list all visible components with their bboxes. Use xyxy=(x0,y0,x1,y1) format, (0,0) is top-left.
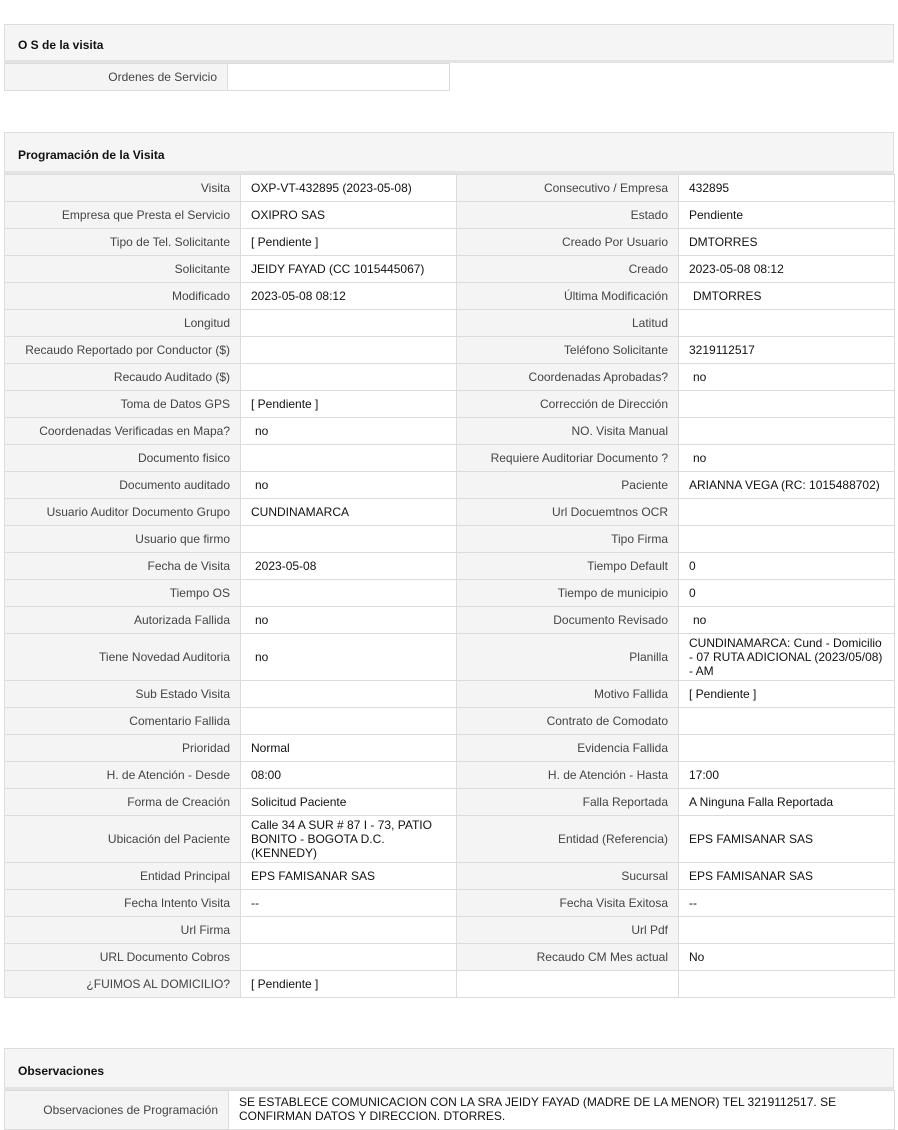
table-row xyxy=(5,499,895,526)
field-value xyxy=(241,708,457,735)
empty-cell xyxy=(457,971,679,998)
field-label: Planilla xyxy=(457,634,679,681)
field-label: ¿FUIMOS AL DOMICILIO? xyxy=(5,971,241,998)
field-value: no xyxy=(241,418,457,445)
field-label: Documento Revisado xyxy=(457,607,679,634)
field-label: Comentario Fallida xyxy=(5,708,241,735)
field-label: Toma de Datos GPS xyxy=(5,391,241,418)
observaciones-section-title: Observaciones xyxy=(4,1048,894,1090)
field-value: 2023-05-08 xyxy=(241,553,457,580)
field-value xyxy=(241,681,457,708)
field-value: A Ninguna Falla Reportada xyxy=(679,789,895,816)
programacion-table xyxy=(4,174,895,998)
field-value: 2023-05-08 08:12 xyxy=(679,256,895,283)
field-label: Sucursal xyxy=(457,863,679,890)
field-value: EPS FAMISANAR SAS xyxy=(241,863,457,890)
field-label: Creado Por Usuario xyxy=(457,229,679,256)
field-label: Falla Reportada xyxy=(457,789,679,816)
field-value: Normal xyxy=(241,735,457,762)
field-value: no xyxy=(241,634,457,681)
table-row xyxy=(5,735,895,762)
field-label: Paciente xyxy=(457,472,679,499)
field-value: ARIANNA VEGA (RC: 1015488702) xyxy=(679,472,895,499)
field-label: Tiene Novedad Auditoria xyxy=(5,634,241,681)
field-label: Entidad (Referencia) xyxy=(457,816,679,863)
table-row xyxy=(5,1091,895,1130)
field-value: [ Pendiente ] xyxy=(241,971,457,998)
field-value: 3219112517 xyxy=(679,337,895,364)
table-row xyxy=(5,229,895,256)
field-label: Solicitante xyxy=(5,256,241,283)
observaciones-table xyxy=(4,1090,895,1130)
os-table xyxy=(4,63,450,91)
field-value xyxy=(241,917,457,944)
field-label: Entidad Principal xyxy=(5,863,241,890)
field-value xyxy=(241,580,457,607)
field-value xyxy=(679,917,895,944)
empty-cell xyxy=(679,971,895,998)
field-value xyxy=(679,391,895,418)
table-row xyxy=(5,762,895,789)
field-value: no xyxy=(241,472,457,499)
field-value: -- xyxy=(241,890,457,917)
field-label: Ordenes de Servicio xyxy=(5,64,228,91)
table-row xyxy=(5,337,895,364)
field-label: Consecutivo / Empresa xyxy=(457,175,679,202)
field-value: Calle 34 A SUR # 87 I - 73, PATIO BONITO - BOGOTA D.C. (KENNEDY) xyxy=(241,816,457,863)
field-value: EPS FAMISANAR SAS xyxy=(679,863,895,890)
table-row xyxy=(5,175,895,202)
field-label: Url Docuemtnos OCR xyxy=(457,499,679,526)
field-value: DMTORRES xyxy=(679,283,895,310)
table-row xyxy=(5,580,895,607)
field-value: DMTORRES xyxy=(679,229,895,256)
field-value: 08:00 xyxy=(241,762,457,789)
table-row xyxy=(5,971,895,998)
field-value: Solicitud Paciente xyxy=(241,789,457,816)
table-row xyxy=(5,917,895,944)
field-value xyxy=(241,944,457,971)
field-label: Observaciones de Programación xyxy=(5,1091,229,1130)
field-label: Documento fisico xyxy=(5,445,241,472)
table-row xyxy=(5,256,895,283)
field-label: Tipo Firma xyxy=(457,526,679,553)
table-row xyxy=(5,202,895,229)
field-value: 0 xyxy=(679,580,895,607)
field-label: Ubicación del Paciente xyxy=(5,816,241,863)
field-value xyxy=(679,735,895,762)
field-value: -- xyxy=(679,890,895,917)
field-label: NO. Visita Manual xyxy=(457,418,679,445)
field-value: Pendiente xyxy=(679,202,895,229)
table-row xyxy=(5,364,895,391)
field-value xyxy=(241,445,457,472)
field-label: Usuario que firmo xyxy=(5,526,241,553)
field-label: Fecha Intento Visita xyxy=(5,890,241,917)
field-value: No xyxy=(679,944,895,971)
field-label: Prioridad xyxy=(5,735,241,762)
field-value: [ Pendiente ] xyxy=(241,229,457,256)
field-label: Longitud xyxy=(5,310,241,337)
field-value: 2023-05-08 08:12 xyxy=(241,283,457,310)
table-row xyxy=(5,789,895,816)
field-value: no xyxy=(679,445,895,472)
field-label: Tiempo OS xyxy=(5,580,241,607)
os-section-title: O S de la visita xyxy=(4,24,894,63)
field-label: Coordenadas Aprobadas? xyxy=(457,364,679,391)
field-value: EPS FAMISANAR SAS xyxy=(679,816,895,863)
field-value: no xyxy=(679,364,895,391)
field-label: Tipo de Tel. Solicitante xyxy=(5,229,241,256)
table-row xyxy=(5,64,450,91)
field-value: 17:00 xyxy=(679,762,895,789)
field-value: CUNDINAMARCA: Cund - Domicilio - 07 RUTA ADICIONAL (2023/05/08) - AM xyxy=(679,634,895,681)
field-value xyxy=(241,364,457,391)
table-row xyxy=(5,445,895,472)
field-label: H. de Atención - Desde xyxy=(5,762,241,789)
field-label: Corrección de Dirección xyxy=(457,391,679,418)
os-section xyxy=(4,24,894,91)
field-label: Teléfono Solicitante xyxy=(457,337,679,364)
field-label: Última Modificación xyxy=(457,283,679,310)
field-label: URL Documento Cobros xyxy=(5,944,241,971)
table-row xyxy=(5,634,895,681)
field-value xyxy=(679,310,895,337)
field-label: Url Pdf xyxy=(457,917,679,944)
field-label: Fecha Visita Exitosa xyxy=(457,890,679,917)
field-value: no xyxy=(679,607,895,634)
observaciones-value: SE ESTABLECE COMUNICACION CON LA SRA JEIDY FAYAD (MADRE DE LA MENOR) TEL 3219112517. SE CONFIRMAN DATOS Y DIRECCION. DTORRES. xyxy=(229,1091,895,1130)
table-row xyxy=(5,391,895,418)
table-row xyxy=(5,526,895,553)
field-label: Documento auditado xyxy=(5,472,241,499)
field-value xyxy=(241,310,457,337)
table-row xyxy=(5,310,895,337)
field-value: [ Pendiente ] xyxy=(241,391,457,418)
field-label: Creado xyxy=(457,256,679,283)
field-label: Evidencia Fallida xyxy=(457,735,679,762)
field-label: Tiempo Default xyxy=(457,553,679,580)
field-label: Recaudo Reportado por Conductor ($) xyxy=(5,337,241,364)
table-row xyxy=(5,607,895,634)
table-row xyxy=(5,472,895,499)
field-value: JEIDY FAYAD (CC 1015445067) xyxy=(241,256,457,283)
field-label: Contrato de Comodato xyxy=(457,708,679,735)
table-row xyxy=(5,944,895,971)
table-row xyxy=(5,863,895,890)
field-label: Motivo Fallida xyxy=(457,681,679,708)
field-label: Empresa que Presta el Servicio xyxy=(5,202,241,229)
field-value xyxy=(679,526,895,553)
field-label: Forma de Creación xyxy=(5,789,241,816)
field-label: Coordenadas Verificadas en Mapa? xyxy=(5,418,241,445)
programacion-section-title: Programación de la Visita xyxy=(4,132,894,174)
field-value: OXP-VT-432895 (2023-05-08) xyxy=(241,175,457,202)
field-label: Sub Estado Visita xyxy=(5,681,241,708)
field-label: Tiempo de municipio xyxy=(457,580,679,607)
table-row xyxy=(5,418,895,445)
field-value: 0 xyxy=(679,553,895,580)
field-value: CUNDINAMARCA xyxy=(241,499,457,526)
field-value: [ Pendiente ] xyxy=(679,681,895,708)
field-label: Visita xyxy=(5,175,241,202)
table-row xyxy=(5,283,895,310)
field-value: 432895 xyxy=(679,175,895,202)
field-label: Requiere Auditoriar Documento ? xyxy=(457,445,679,472)
field-label: H. de Atención - Hasta xyxy=(457,762,679,789)
field-value xyxy=(679,499,895,526)
table-row xyxy=(5,681,895,708)
programacion-section xyxy=(4,132,894,998)
field-value xyxy=(679,708,895,735)
field-label: Estado xyxy=(457,202,679,229)
field-label: Recaudo CM Mes actual xyxy=(457,944,679,971)
field-label: Url Firma xyxy=(5,917,241,944)
field-value xyxy=(241,526,457,553)
field-label: Autorizada Fallida xyxy=(5,607,241,634)
field-label: Latitud xyxy=(457,310,679,337)
table-row xyxy=(5,890,895,917)
table-row xyxy=(5,708,895,735)
field-value xyxy=(228,64,450,91)
table-row xyxy=(5,553,895,580)
field-label: Usuario Auditor Documento Grupo xyxy=(5,499,241,526)
field-value: no xyxy=(241,607,457,634)
field-label: Fecha de Visita xyxy=(5,553,241,580)
field-value: OXIPRO SAS xyxy=(241,202,457,229)
field-value xyxy=(241,337,457,364)
table-row xyxy=(5,816,895,863)
field-label: Modificado xyxy=(5,283,241,310)
field-label: Recaudo Auditado ($) xyxy=(5,364,241,391)
field-value xyxy=(679,418,895,445)
